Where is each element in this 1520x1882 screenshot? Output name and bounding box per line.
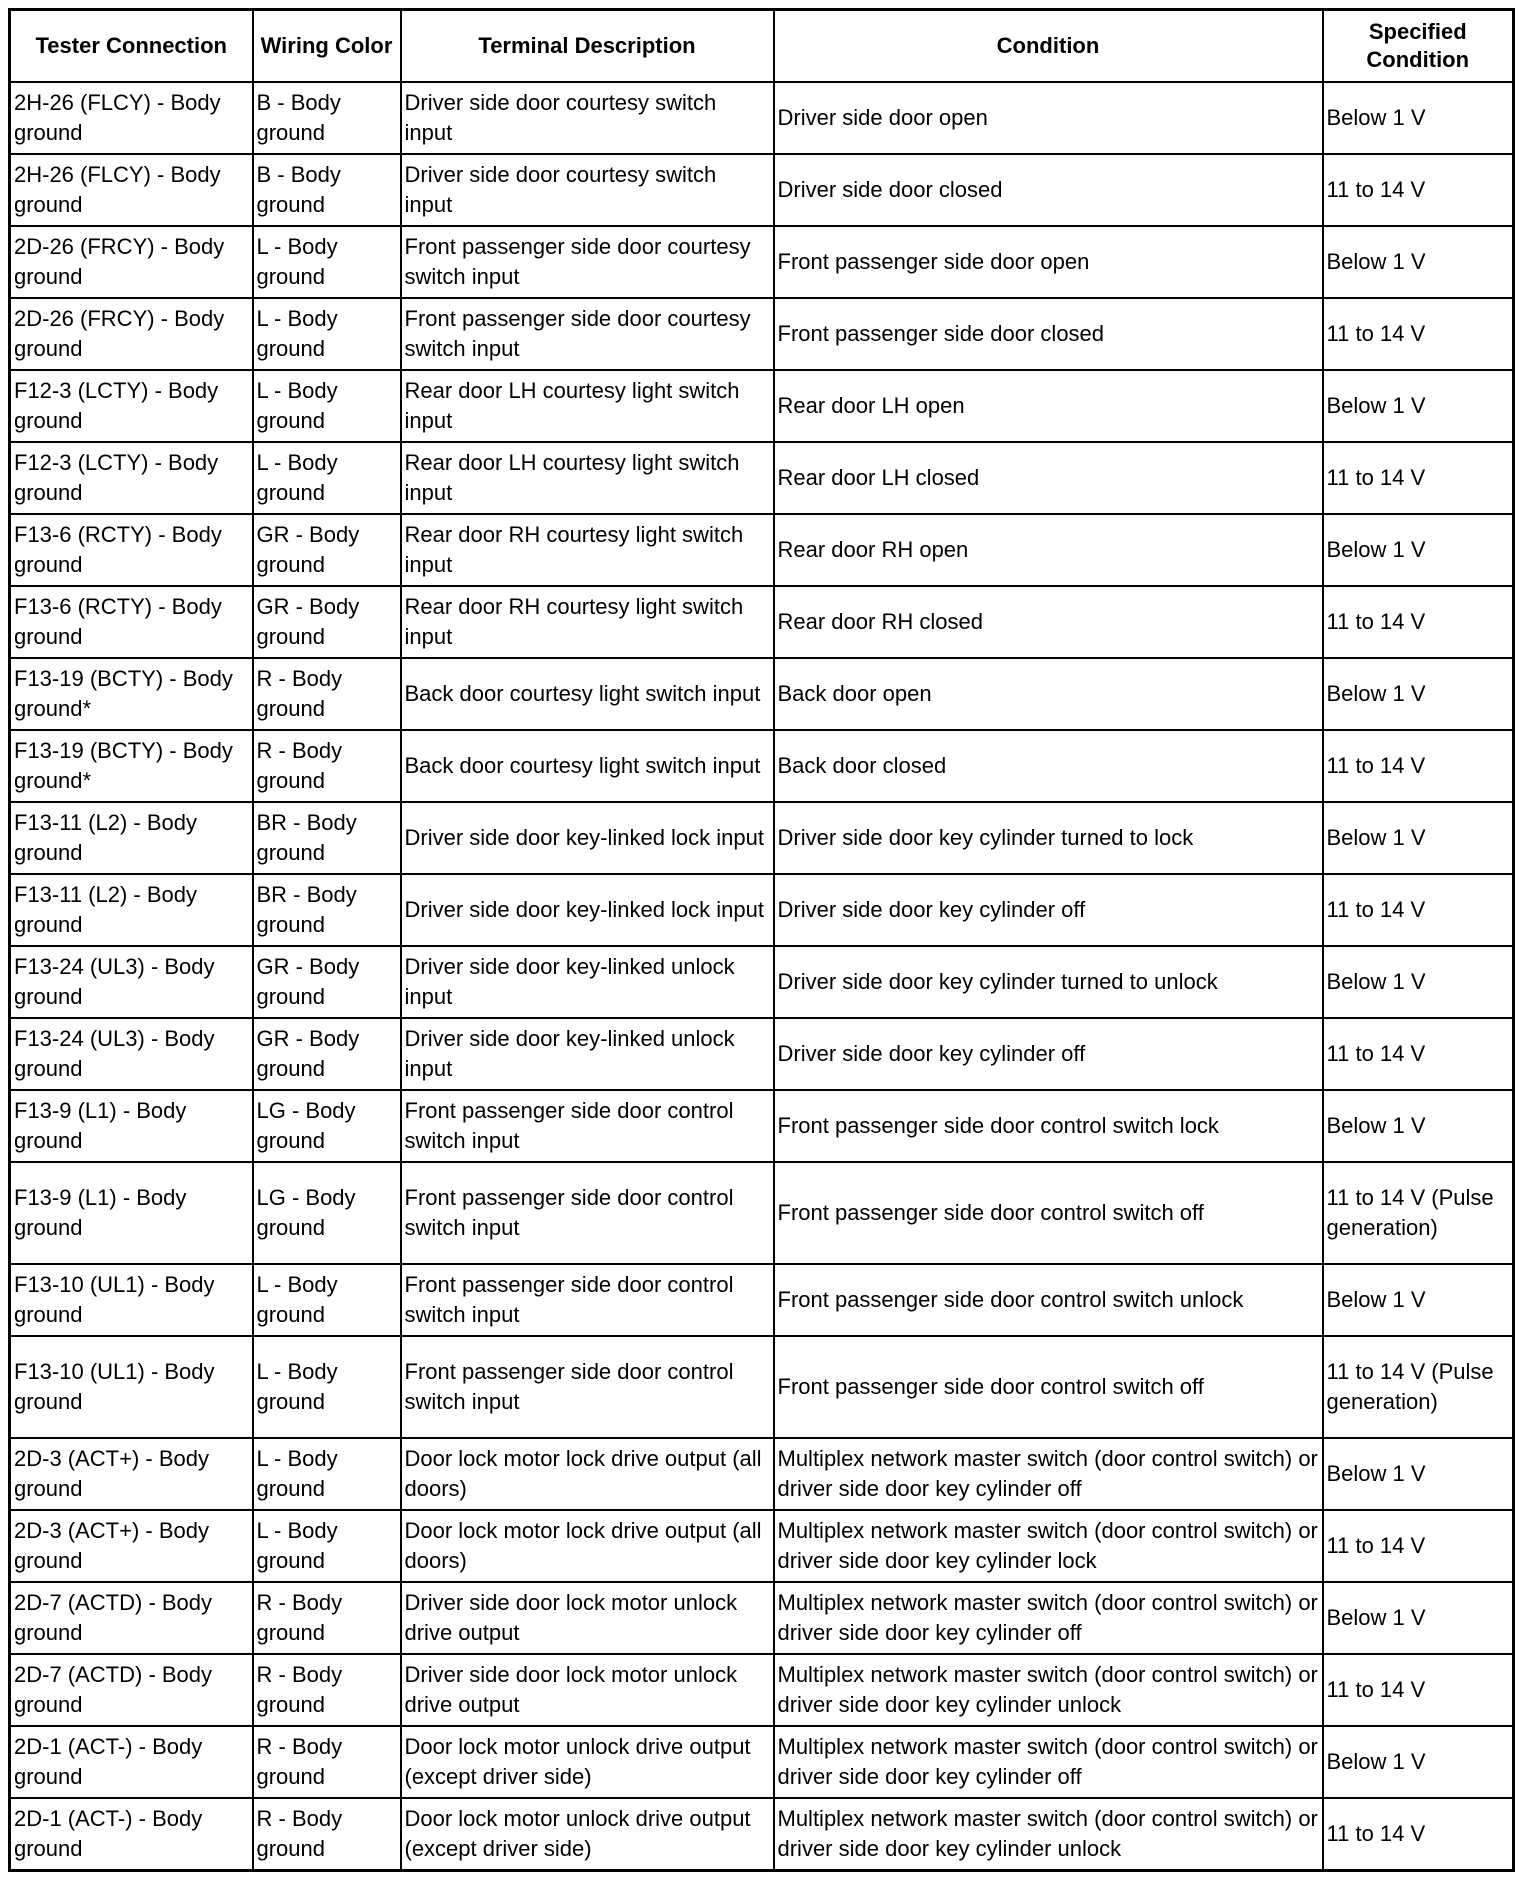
- cell-tester-connection: F13-6 (RCTY) - Body ground: [10, 514, 253, 586]
- cell-tester-connection: 2D-7 (ACTD) - Body ground: [10, 1582, 253, 1654]
- cell-terminal-description: Driver side door courtesy switch input: [401, 154, 774, 226]
- cell-specified-condition: Below 1 V: [1323, 514, 1514, 586]
- cell-condition: Front passenger side door closed: [774, 298, 1323, 370]
- cell-terminal-description: Rear door LH courtesy light switch input: [401, 370, 774, 442]
- cell-specified-condition: 11 to 14 V: [1323, 154, 1514, 226]
- cell-wiring-color: B - Body ground: [253, 154, 401, 226]
- cell-tester-connection: F13-24 (UL3) - Body ground: [10, 1018, 253, 1090]
- cell-specified-condition: 11 to 14 V: [1323, 730, 1514, 802]
- cell-terminal-description: Driver side door key-linked unlock input: [401, 946, 774, 1018]
- cell-tester-connection: F13-19 (BCTY) - Body ground*: [10, 658, 253, 730]
- cell-tester-connection: 2D-7 (ACTD) - Body ground: [10, 1654, 253, 1726]
- cell-terminal-description: Driver side door courtesy switch input: [401, 82, 774, 154]
- cell-wiring-color: L - Body ground: [253, 370, 401, 442]
- cell-tester-connection: 2D-3 (ACT+) - Body ground: [10, 1438, 253, 1510]
- cell-condition: Multiplex network master switch (door control switch) or driver side door key cylinder unlock: [774, 1798, 1323, 1871]
- cell-terminal-description: Driver side door key-linked lock input: [401, 874, 774, 946]
- cell-terminal-description: Front passenger side door control switch input: [401, 1162, 774, 1264]
- table-row: [10, 1798, 1514, 1871]
- cell-terminal-description: Driver side door key-linked unlock input: [401, 1018, 774, 1090]
- cell-condition: Rear door RH closed: [774, 586, 1323, 658]
- cell-wiring-color: GR - Body ground: [253, 946, 401, 1018]
- table-row: [10, 1726, 1514, 1798]
- table-row: [10, 1162, 1514, 1264]
- table-row: [10, 370, 1514, 442]
- cell-tester-connection: 2H-26 (FLCY) - Body ground: [10, 82, 253, 154]
- table-row: [10, 298, 1514, 370]
- cell-terminal-description: Door lock motor lock drive output (all doors): [401, 1438, 774, 1510]
- cell-terminal-description: Back door courtesy light switch input: [401, 658, 774, 730]
- cell-specified-condition: 11 to 14 V: [1323, 1654, 1514, 1726]
- cell-tester-connection: 2D-26 (FRCY) - Body ground: [10, 298, 253, 370]
- table-row: [10, 1438, 1514, 1510]
- cell-tester-connection: F12-3 (LCTY) - Body ground: [10, 370, 253, 442]
- cell-wiring-color: L - Body ground: [253, 226, 401, 298]
- column-header-terminal-description: Terminal Description: [401, 10, 774, 83]
- cell-terminal-description: Front passenger side door courtesy switch input: [401, 226, 774, 298]
- cell-terminal-description: Driver side door lock motor unlock drive output: [401, 1654, 774, 1726]
- cell-condition: Back door closed: [774, 730, 1323, 802]
- cell-specified-condition: Below 1 V: [1323, 1582, 1514, 1654]
- cell-tester-connection: F13-19 (BCTY) - Body ground*: [10, 730, 253, 802]
- cell-condition: Multiplex network master switch (door control switch) or driver side door key cylinder off: [774, 1726, 1323, 1798]
- cell-wiring-color: GR - Body ground: [253, 514, 401, 586]
- cell-specified-condition: Below 1 V: [1323, 802, 1514, 874]
- cell-tester-connection: F13-10 (UL1) - Body ground: [10, 1336, 253, 1438]
- cell-tester-connection: F13-6 (RCTY) - Body ground: [10, 586, 253, 658]
- column-header-specified-condition: Specified Condition: [1323, 10, 1514, 83]
- cell-wiring-color: L - Body ground: [253, 442, 401, 514]
- cell-condition: Front passenger side door control switch lock: [774, 1090, 1323, 1162]
- cell-terminal-description: Front passenger side door control switch input: [401, 1264, 774, 1336]
- cell-terminal-description: Rear door RH courtesy light switch input: [401, 514, 774, 586]
- cell-wiring-color: R - Body ground: [253, 1726, 401, 1798]
- cell-specified-condition: 11 to 14 V (Pulse generation): [1323, 1336, 1514, 1438]
- cell-wiring-color: GR - Body ground: [253, 586, 401, 658]
- cell-condition: Multiplex network master switch (door control switch) or driver side door key cylinder off: [774, 1582, 1323, 1654]
- table-row: [10, 1264, 1514, 1336]
- table-row: [10, 1582, 1514, 1654]
- cell-specified-condition: Below 1 V: [1323, 1090, 1514, 1162]
- cell-wiring-color: L - Body ground: [253, 298, 401, 370]
- cell-condition: Driver side door key cylinder off: [774, 1018, 1323, 1090]
- cell-condition: Multiplex network master switch (door control switch) or driver side door key cylinder lock: [774, 1510, 1323, 1582]
- table-row: [10, 946, 1514, 1018]
- cell-wiring-color: L - Body ground: [253, 1336, 401, 1438]
- cell-terminal-description: Driver side door key-linked lock input: [401, 802, 774, 874]
- cell-wiring-color: LG - Body ground: [253, 1090, 401, 1162]
- cell-specified-condition: 11 to 14 V: [1323, 298, 1514, 370]
- table-row: [10, 586, 1514, 658]
- cell-terminal-description: Door lock motor lock drive output (all doors): [401, 1510, 774, 1582]
- cell-condition: Rear door LH open: [774, 370, 1323, 442]
- table-row: [10, 658, 1514, 730]
- cell-tester-connection: 2H-26 (FLCY) - Body ground: [10, 154, 253, 226]
- cell-condition: Driver side door key cylinder off: [774, 874, 1323, 946]
- cell-wiring-color: B - Body ground: [253, 82, 401, 154]
- cell-tester-connection: F12-3 (LCTY) - Body ground: [10, 442, 253, 514]
- cell-specified-condition: Below 1 V: [1323, 946, 1514, 1018]
- cell-wiring-color: L - Body ground: [253, 1264, 401, 1336]
- cell-tester-connection: F13-24 (UL3) - Body ground: [10, 946, 253, 1018]
- cell-terminal-description: Back door courtesy light switch input: [401, 730, 774, 802]
- cell-condition: Front passenger side door open: [774, 226, 1323, 298]
- cell-specified-condition: 11 to 14 V (Pulse generation): [1323, 1162, 1514, 1264]
- cell-tester-connection: F13-11 (L2) - Body ground: [10, 802, 253, 874]
- cell-tester-connection: F13-11 (L2) - Body ground: [10, 874, 253, 946]
- cell-condition: Rear door LH closed: [774, 442, 1323, 514]
- cell-specified-condition: Below 1 V: [1323, 658, 1514, 730]
- cell-specified-condition: Below 1 V: [1323, 1438, 1514, 1510]
- cell-specified-condition: 11 to 14 V: [1323, 1018, 1514, 1090]
- cell-terminal-description: Front passenger side door control switch input: [401, 1336, 774, 1438]
- cell-wiring-color: R - Body ground: [253, 1654, 401, 1726]
- cell-wiring-color: LG - Body ground: [253, 1162, 401, 1264]
- cell-specified-condition: Below 1 V: [1323, 82, 1514, 154]
- cell-tester-connection: F13-10 (UL1) - Body ground: [10, 1264, 253, 1336]
- cell-specified-condition: 11 to 14 V: [1323, 586, 1514, 658]
- cell-condition: Driver side door open: [774, 82, 1323, 154]
- cell-specified-condition: 11 to 14 V: [1323, 874, 1514, 946]
- table-row: [10, 154, 1514, 226]
- cell-tester-connection: 2D-26 (FRCY) - Body ground: [10, 226, 253, 298]
- table-row: [10, 82, 1514, 154]
- cell-condition: Multiplex network master switch (door control switch) or driver side door key cylinder unlock: [774, 1654, 1323, 1726]
- table-row: [10, 730, 1514, 802]
- cell-specified-condition: Below 1 V: [1323, 1726, 1514, 1798]
- cell-condition: Driver side door key cylinder turned to unlock: [774, 946, 1323, 1018]
- terminal-inspection-table: [8, 8, 1515, 1872]
- cell-terminal-description: Rear door RH courtesy light switch input: [401, 586, 774, 658]
- cell-tester-connection: 2D-3 (ACT+) - Body ground: [10, 1510, 253, 1582]
- cell-tester-connection: 2D-1 (ACT-) - Body ground: [10, 1798, 253, 1871]
- cell-wiring-color: L - Body ground: [253, 1510, 401, 1582]
- cell-terminal-description: Front passenger side door courtesy switch input: [401, 298, 774, 370]
- table-row: [10, 1336, 1514, 1438]
- table-row: [10, 1510, 1514, 1582]
- cell-specified-condition: 11 to 14 V: [1323, 1510, 1514, 1582]
- cell-condition: Front passenger side door control switch off: [774, 1336, 1323, 1438]
- cell-wiring-color: R - Body ground: [253, 730, 401, 802]
- cell-specified-condition: Below 1 V: [1323, 370, 1514, 442]
- cell-terminal-description: Door lock motor unlock drive output (except driver side): [401, 1798, 774, 1871]
- cell-tester-connection: F13-9 (L1) - Body ground: [10, 1162, 253, 1264]
- cell-condition: Driver side door closed: [774, 154, 1323, 226]
- cell-wiring-color: R - Body ground: [253, 1582, 401, 1654]
- table-row: [10, 1018, 1514, 1090]
- table-row: [10, 1654, 1514, 1726]
- cell-condition: Driver side door key cylinder turned to lock: [774, 802, 1323, 874]
- table-row: [10, 514, 1514, 586]
- cell-terminal-description: Door lock motor unlock drive output (except driver side): [401, 1726, 774, 1798]
- cell-tester-connection: 2D-1 (ACT-) - Body ground: [10, 1726, 253, 1798]
- cell-specified-condition: Below 1 V: [1323, 1264, 1514, 1336]
- column-header-condition: Condition: [774, 10, 1323, 83]
- header-row: [10, 10, 1514, 83]
- column-header-tester-connection: Tester Connection: [10, 10, 253, 83]
- cell-specified-condition: Below 1 V: [1323, 226, 1514, 298]
- cell-terminal-description: Front passenger side door control switch input: [401, 1090, 774, 1162]
- cell-wiring-color: BR - Body ground: [253, 802, 401, 874]
- cell-wiring-color: GR - Body ground: [253, 1018, 401, 1090]
- table-row: [10, 802, 1514, 874]
- cell-condition: Front passenger side door control switch unlock: [774, 1264, 1323, 1336]
- cell-specified-condition: 11 to 14 V: [1323, 442, 1514, 514]
- cell-condition: Rear door RH open: [774, 514, 1323, 586]
- table-row: [10, 874, 1514, 946]
- cell-condition: Multiplex network master switch (door control switch) or driver side door key cylinder off: [774, 1438, 1323, 1510]
- cell-condition: Back door open: [774, 658, 1323, 730]
- cell-wiring-color: L - Body ground: [253, 1438, 401, 1510]
- cell-wiring-color: BR - Body ground: [253, 874, 401, 946]
- table-row: [10, 226, 1514, 298]
- cell-terminal-description: Rear door LH courtesy light switch input: [401, 442, 774, 514]
- table-row: [10, 1090, 1514, 1162]
- table-row: [10, 442, 1514, 514]
- cell-wiring-color: R - Body ground: [253, 1798, 401, 1871]
- cell-tester-connection: F13-9 (L1) - Body ground: [10, 1090, 253, 1162]
- cell-terminal-description: Driver side door lock motor unlock drive output: [401, 1582, 774, 1654]
- column-header-wiring-color: Wiring Color: [253, 10, 401, 83]
- cell-specified-condition: 11 to 14 V: [1323, 1798, 1514, 1871]
- cell-condition: Front passenger side door control switch off: [774, 1162, 1323, 1264]
- cell-wiring-color: R - Body ground: [253, 658, 401, 730]
